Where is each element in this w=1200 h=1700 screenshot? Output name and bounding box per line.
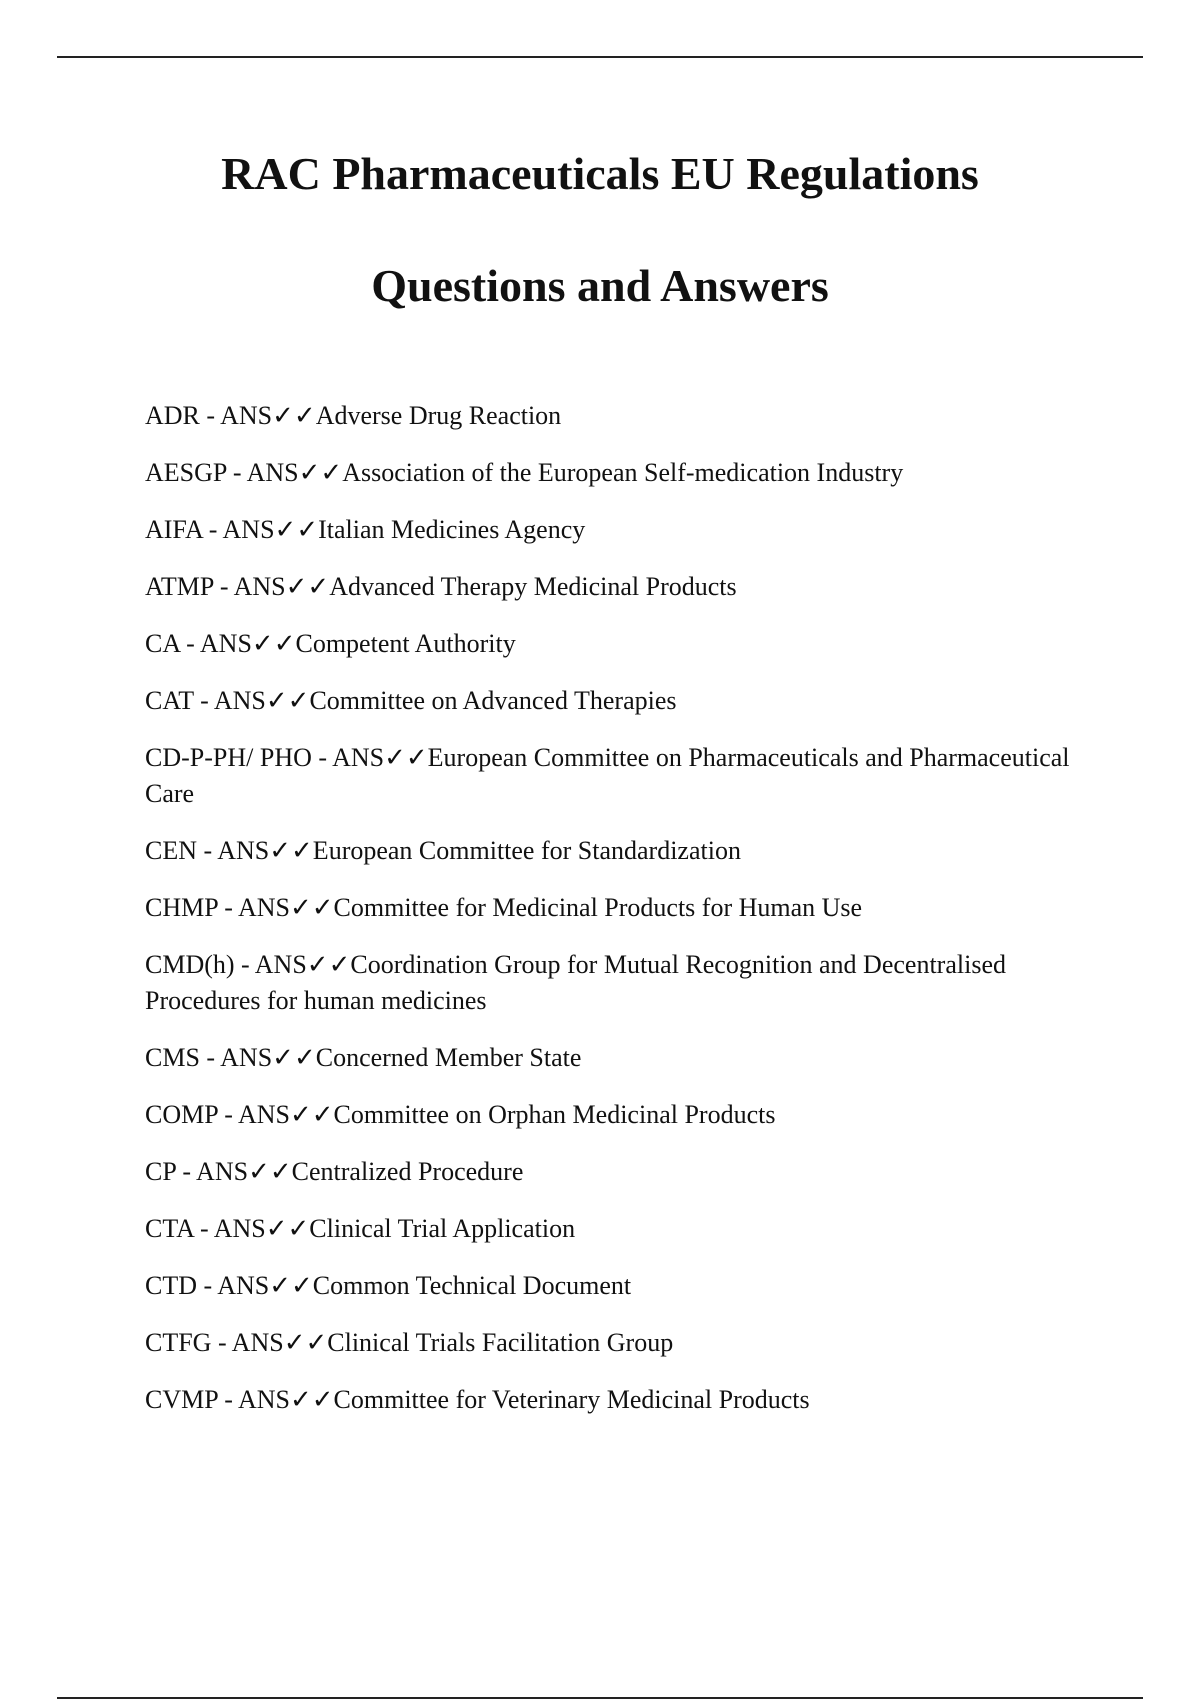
glossary-entry: CA - ANS✓✓Competent Authority xyxy=(145,629,516,658)
glossary-entry: CMD(h) - ANS✓✓Coordination Group for Mutual Recognition and Decentralised Procedures for human medicines xyxy=(145,950,1006,1015)
glossary-entry: ADR - ANS✓✓Adverse Drug Reaction xyxy=(145,401,562,430)
glossary-entry: AESGP - ANS✓✓Association of the European Self-medication Industry xyxy=(145,458,904,487)
glossary-entry: CHMP - ANS✓✓Committee for Medicinal Products for Human Use xyxy=(145,893,863,922)
glossary-entry: CVMP - ANS✓✓Committee for Veterinary Medicinal Products xyxy=(145,1385,810,1414)
header-rule xyxy=(57,56,1143,58)
glossary-entry: CEN - ANS✓✓European Committee for Standardization xyxy=(145,836,741,865)
glossary-entry: CMS - ANS✓✓Concerned Member State xyxy=(145,1043,582,1072)
glossary-entry: CTFG - ANS✓✓Clinical Trials Facilitation Group xyxy=(145,1328,674,1357)
page-title: RAC Pharmaceuticals EU Regulations xyxy=(221,148,979,199)
page-subtitle: Questions and Answers xyxy=(371,260,829,311)
glossary-list xyxy=(145,398,1105,1439)
glossary-entry: CD-P-PH/ PHO - ANS✓✓European Committee on Pharmaceuticals and Pharmaceutical Care xyxy=(145,743,1070,808)
glossary-entry: CTA - ANS✓✓Clinical Trial Application xyxy=(145,1214,576,1243)
glossary-entry: COMP - ANS✓✓Committee on Orphan Medicinal Products xyxy=(145,1100,776,1129)
glossary-entry: AIFA - ANS✓✓Italian Medicines Agency xyxy=(145,515,586,544)
glossary-entry: CAT - ANS✓✓Committee on Advanced Therapies xyxy=(145,686,677,715)
glossary-entry: ATMP - ANS✓✓Advanced Therapy Medicinal Products xyxy=(145,572,737,601)
glossary-entry: CTD - ANS✓✓Common Technical Document xyxy=(145,1271,632,1300)
glossary-entry: CP - ANS✓✓Centralized Procedure xyxy=(145,1157,524,1186)
footer-rule xyxy=(57,1697,1143,1699)
